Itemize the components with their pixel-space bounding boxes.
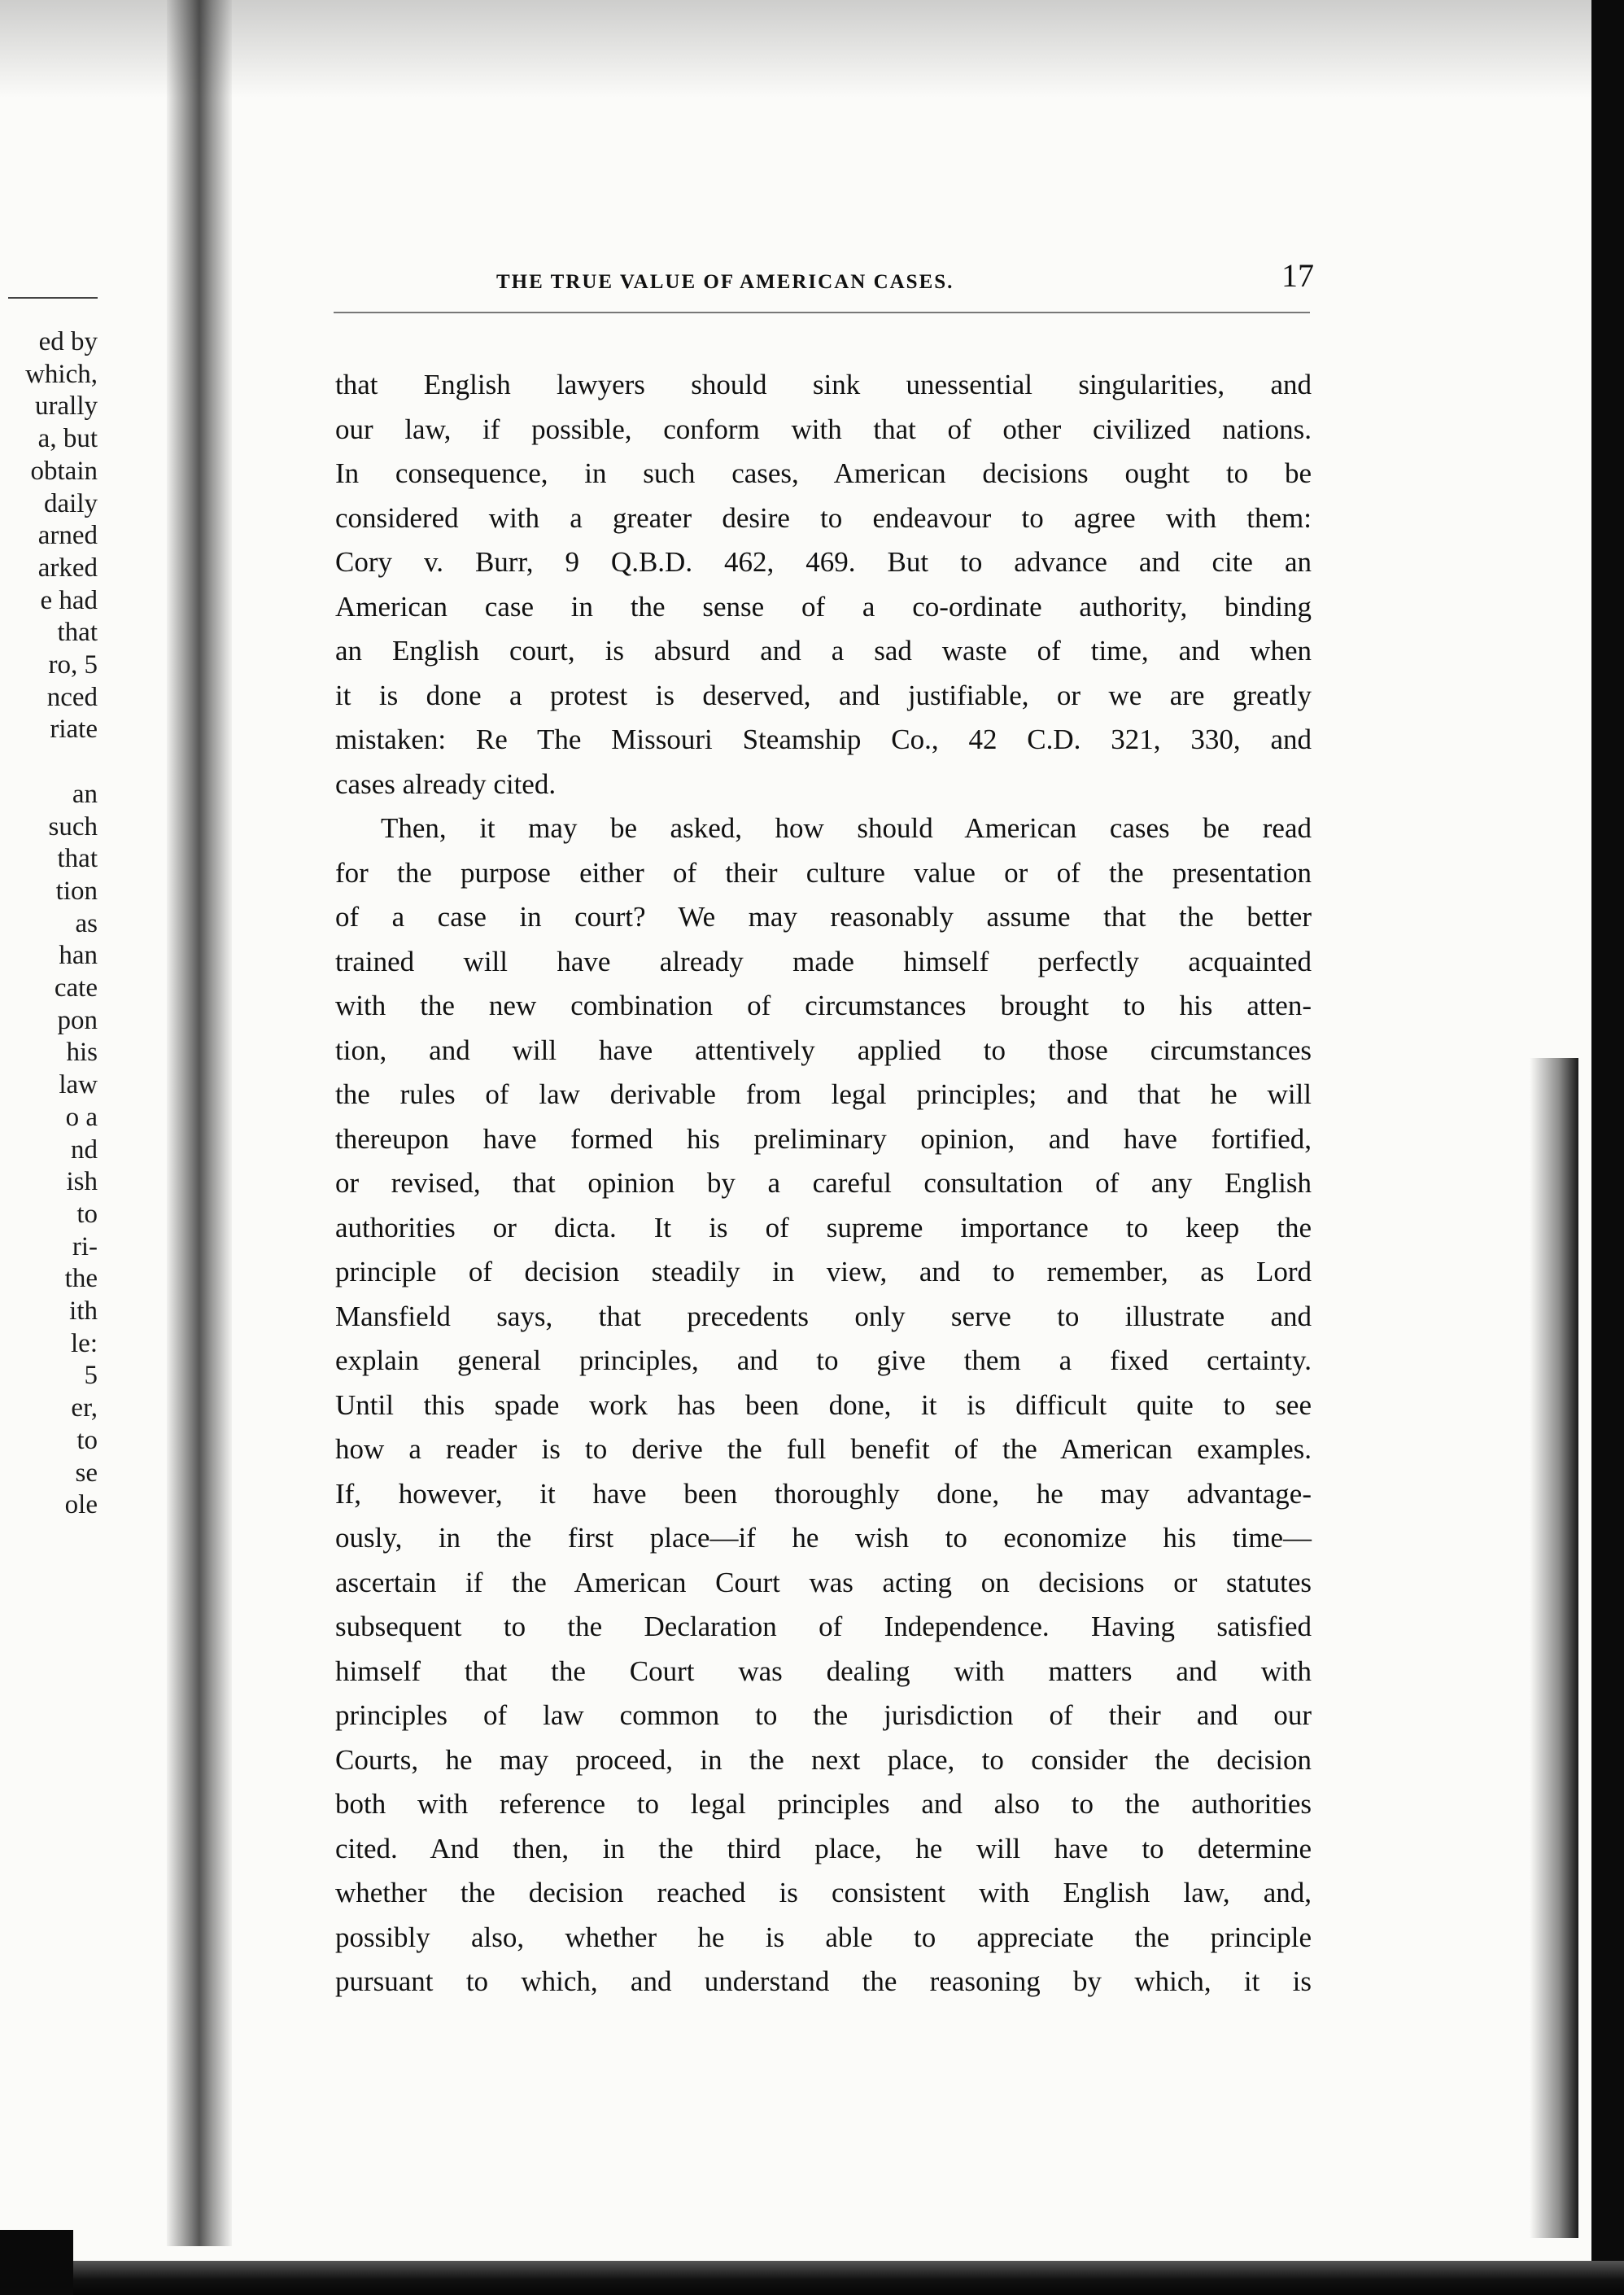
previous-page-fragment: se — [75, 1458, 98, 1488]
previous-page-fragment: urally — [35, 391, 98, 422]
previous-page-fragment: cate — [54, 973, 98, 1003]
text-line: Until this spade work has been done, it is difficult quite to see — [335, 1388, 1312, 1421]
previous-page-fragment: which, — [25, 359, 98, 389]
previous-page-fragment: ish — [66, 1167, 98, 1197]
previous-page-fragment: o a — [65, 1102, 98, 1132]
text-line: it is done a protest is deserved, and justifiable, or we are greatly — [335, 679, 1312, 711]
text-line: that English lawyers should sink unessential singularities, and — [335, 369, 1312, 400]
text-line: ously, in the first place—if he wish to economize his time— — [335, 1522, 1312, 1554]
text-line: with the new combination of circumstances brought to his atten- — [335, 990, 1312, 1021]
text-line: cases already cited. — [335, 767, 557, 800]
text-line: how a reader is to derive the full benefit of the American examples. — [335, 1433, 1312, 1465]
text-line: thereupon have formed his preliminary opinion, and have fortified, — [335, 1122, 1312, 1155]
text-line: or revised, that opinion by a careful consultation of any English — [335, 1167, 1312, 1199]
previous-page-fragment: riate — [50, 715, 98, 745]
body-text — [335, 363, 1312, 2004]
text-line: In consequence, in such cases, American decisions ought to be — [335, 457, 1312, 489]
text-line: of a case in court? We may reasonably assume that the better — [335, 901, 1312, 933]
previous-page-fragment: the — [64, 1264, 98, 1294]
text-line: Mansfield says, that precedents only serve to illustrate and — [335, 1300, 1312, 1332]
text-line: the rules of law derivable from legal principles; and that he will — [335, 1078, 1312, 1110]
previous-page-fragment: daily — [44, 488, 98, 518]
right-edge-shadow — [1530, 1058, 1578, 2238]
text-line: tion, and will have attentively applied to those circumstances — [335, 1034, 1312, 1066]
previous-page-fragment: arked — [37, 553, 98, 583]
previous-page-fragment: that — [57, 844, 98, 874]
previous-page-fragment: such — [48, 811, 98, 842]
previous-page-fragment: nd — [71, 1134, 98, 1165]
text-line: whether the decision reached is consistent with English law, and, — [335, 1877, 1312, 1908]
previous-page-fragment: pon — [57, 1005, 98, 1035]
text-line: explain general principles, and to give them a fixed certainty. — [335, 1344, 1312, 1376]
page-number: 17 — [1281, 257, 1314, 294]
running-head: THE TRUE VALUE OF AMERICAN CASES. — [496, 271, 954, 293]
scanner-right-edge — [1591, 0, 1624, 2295]
previous-page-fragment: ri- — [72, 1231, 98, 1261]
binding-gutter-shadow — [167, 0, 232, 2246]
previous-page-fragment: ith — [69, 1296, 98, 1326]
text-line: both with reference to legal principles and also to the authorities — [335, 1788, 1312, 1820]
text-line: Cory v. Burr, 9 Q.B.D. 462, 469. But to advance and cite an — [335, 546, 1312, 578]
text-line: for the purpose either of their culture value or of the presentation — [335, 856, 1312, 889]
previous-page-fragment: han — [59, 941, 98, 971]
previous-page-fragment: as — [75, 908, 98, 938]
page-header — [330, 256, 1314, 305]
text-line: principle of decision steadily in view, and to remember, as Lord — [335, 1256, 1312, 1287]
previous-page-fragment: an — [72, 779, 98, 809]
previous-page-fragment: that — [57, 618, 98, 648]
previous-page-fragment: le: — [71, 1328, 98, 1358]
text-line: possibly also, whether he is able to appreciate the principle — [335, 1921, 1312, 1953]
previous-page-rule — [8, 297, 98, 299]
previous-page-fragment: tion — [55, 876, 98, 906]
paragraph-1 — [335, 363, 1312, 807]
text-line: If, however, it have been thoroughly done, he may advantage- — [335, 1477, 1312, 1510]
previous-page-fragment: nced — [46, 682, 98, 712]
scan-top-noise — [0, 0, 1595, 98]
text-line: our law, if possible, conform with that of other civilized nations. — [335, 413, 1312, 445]
previous-page-fragment: e had — [40, 585, 98, 615]
text-line: subsequent to the Declaration of Independence. Having satisfied — [335, 1611, 1312, 1642]
previous-page-fragment: law — [59, 1070, 98, 1100]
text-line: trained will have already made himself perfectly acquainted — [335, 945, 1312, 977]
text-line: pursuant to which, and understand the reasoning by which, it is — [335, 1965, 1312, 1997]
previous-page-fragment: ed by — [38, 327, 98, 356]
previous-page-fragment: a, but — [37, 424, 98, 454]
scanner-bottom-edge — [57, 2261, 1624, 2295]
previous-page-fragment: er, — [71, 1393, 98, 1423]
text-line: an English court, is absurd and a sad waste of time, and when — [335, 635, 1312, 667]
text-line: mistaken: Re The Missouri Steamship Co., 42 C.D. 321, 330, and — [335, 723, 1312, 755]
text-line: ascertain if the American Court was acting on decisions or statutes — [335, 1566, 1312, 1598]
paragraph-2 — [335, 807, 1312, 2004]
text-line: Courts, he may proceed, in the next place, to consider the decision — [335, 1743, 1312, 1776]
text-line: Then, it may be asked, how should American cases be read — [381, 812, 1312, 844]
previous-page-fragment: obtain — [30, 456, 98, 486]
previous-page-fragment: ro, 5 — [48, 650, 98, 680]
text-line: authorities or dicta. It is of supreme importance to keep the — [335, 1211, 1312, 1244]
header-rule — [334, 312, 1310, 313]
text-line: American case in the sense of a co-ordinate authority, binding — [335, 590, 1312, 623]
previous-page-fragment: to — [76, 1199, 98, 1229]
text-line: himself that the Court was dealing with matters and with — [335, 1655, 1312, 1687]
previous-page-fragment: ole — [64, 1490, 98, 1520]
text-line: considered with a greater desire to endeavour to agree with them: — [335, 501, 1312, 534]
text-line: principles of law common to the jurisdiction of their and our — [335, 1699, 1312, 1731]
previous-page-fragment: arned — [37, 521, 98, 551]
previous-page-fragment: 5 — [84, 1361, 98, 1391]
scanner-left-corner — [0, 2230, 73, 2295]
text-line: cited. And then, in the third place, he will have to determine — [335, 1832, 1312, 1864]
previous-page-fragment: to — [76, 1425, 98, 1455]
previous-page-fragment: his — [66, 1038, 98, 1068]
